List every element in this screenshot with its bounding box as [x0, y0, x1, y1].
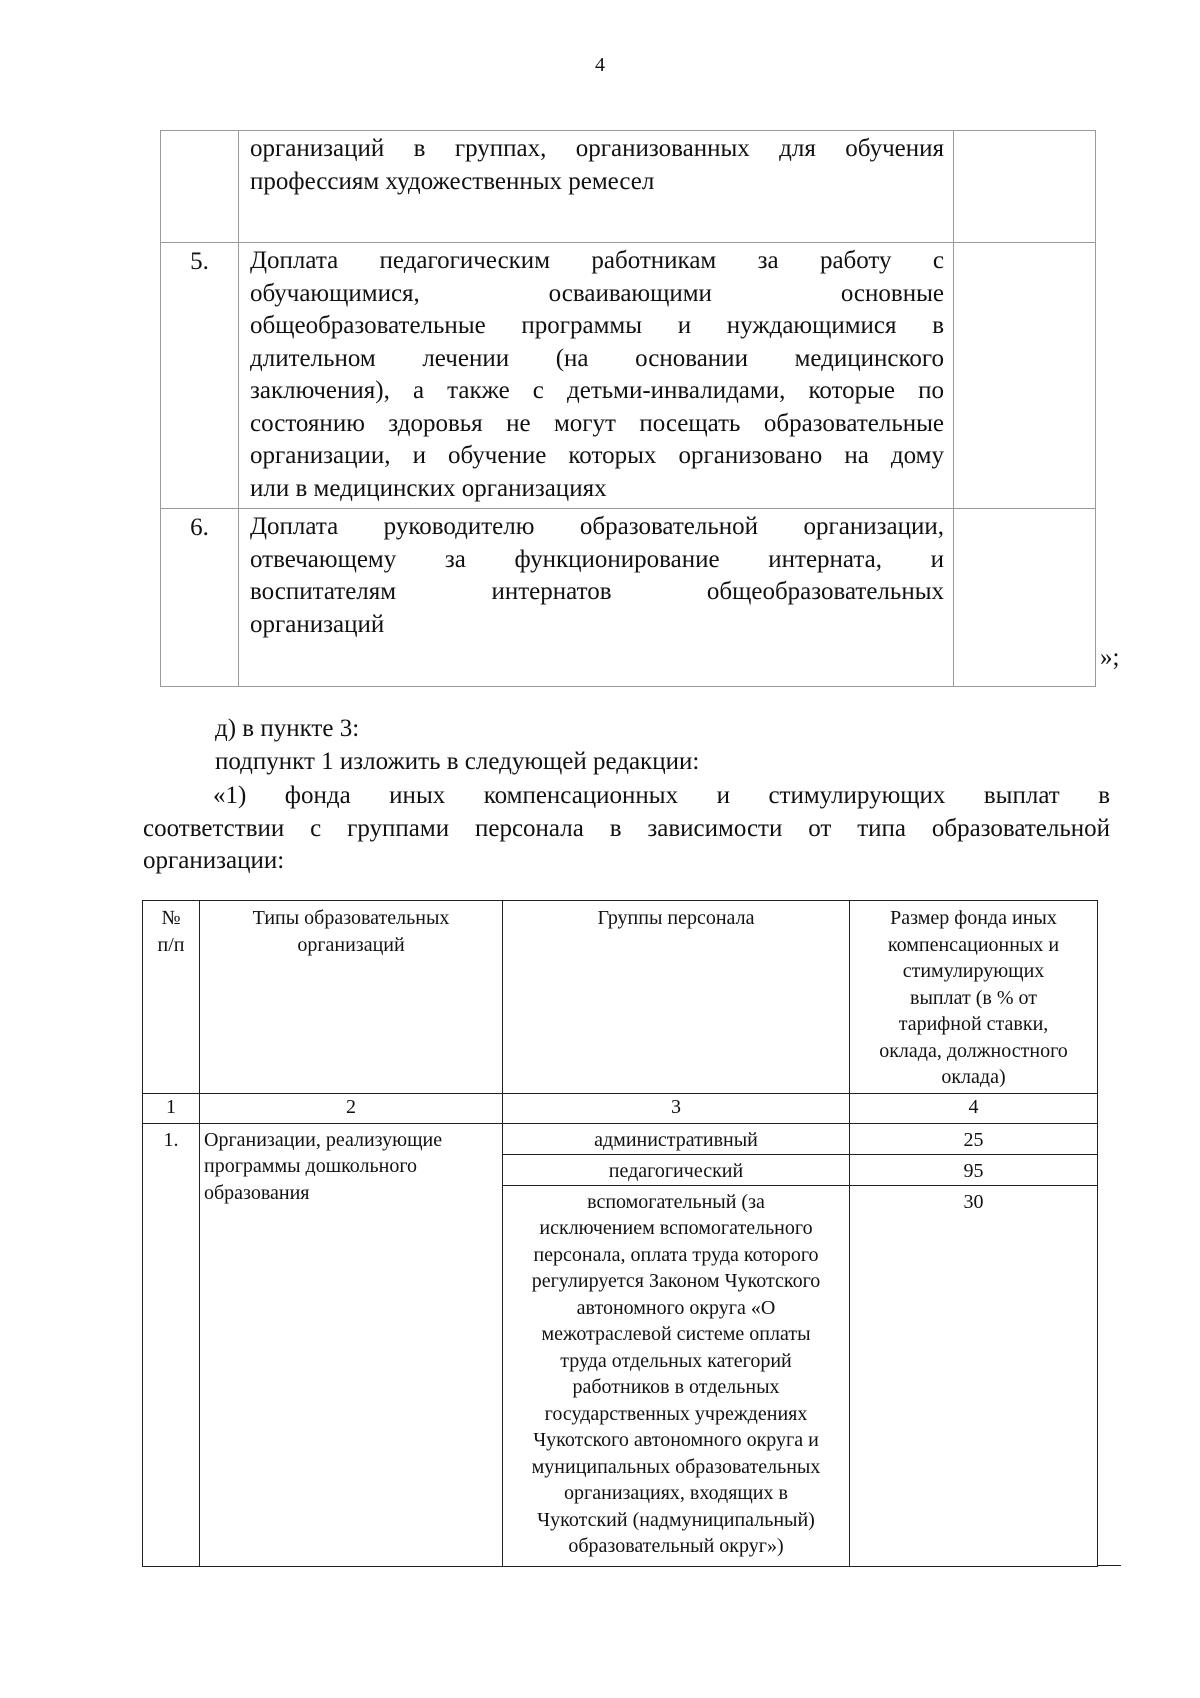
header-line: выплат (в % от	[910, 986, 1037, 1009]
staff-group	[503, 1185, 850, 1566]
header-line: №	[161, 907, 181, 929]
row-value	[954, 509, 1096, 687]
header-line: Группы персонала	[597, 907, 755, 929]
text-line: программы дошкольного	[204, 1155, 418, 1177]
text-line: отвечающему за функционирование интерната, и	[250, 545, 944, 573]
text-line: общеобразовательные программы и нуждающимися в	[250, 312, 944, 339]
header-line: тарифной ставки,	[898, 1013, 1049, 1035]
text-line: муниципальных образовательных	[531, 1455, 821, 1478]
allowances-table-continuation	[160, 130, 1096, 687]
column-index-row	[143, 1093, 1098, 1123]
text-line: педагогический	[608, 1159, 744, 1182]
table-row	[143, 1123, 1098, 1154]
text-line: работников в отдельных	[572, 1376, 780, 1398]
header-line: Типы образовательных	[252, 907, 450, 929]
table-row	[161, 509, 1096, 687]
header-line: оклада, должностного	[879, 1039, 1068, 1062]
text-line: соответствии с группами персонала в зависимости от типа образовательной	[143, 814, 1110, 842]
text-line: воспитателям интернатов общеобразовательных	[250, 578, 944, 605]
header-line: компенсационных и	[887, 933, 1060, 956]
text-line: Доплата педагогическим работникам за работу с	[250, 247, 944, 274]
text-line: заключения), а также с детьми-инвалидами, которые по	[250, 377, 944, 404]
text-line: государственных учреждениях	[544, 1402, 808, 1425]
column-index: 1	[143, 1093, 200, 1123]
org-type	[200, 1123, 503, 1566]
column-index: 4	[850, 1093, 1098, 1123]
row-number: 6.	[161, 509, 239, 687]
text-line: состоянию здоровья не могут посещать образовательные	[250, 409, 944, 437]
text-line: Организации, реализующие	[204, 1128, 443, 1151]
row-number	[161, 131, 239, 243]
text-line: регулируется Законом Чукотского	[531, 1270, 821, 1292]
table-row	[161, 243, 1096, 509]
column-index: 2	[200, 1093, 503, 1123]
closing-quote: »;	[1100, 644, 1120, 671]
header-number	[143, 901, 200, 1094]
fund-value: 25	[850, 1123, 1098, 1154]
text-line: Чукотский (надмуниципальный)	[537, 1508, 815, 1531]
staff-group	[503, 1123, 850, 1154]
text-line: организаций	[250, 610, 385, 638]
column-index: 3	[503, 1093, 850, 1123]
header-row	[143, 901, 1098, 1094]
header-line: Размер фонда иных	[890, 907, 1057, 929]
header-org-types	[200, 901, 503, 1094]
paragraph-instruction: подпункт 1 изложить в следующей редакции:	[215, 748, 700, 775]
fund-value: 95	[850, 1154, 1098, 1185]
text-line: организации, и обучение которых организовано на дому	[250, 442, 944, 469]
row-value	[954, 131, 1096, 243]
row-value	[954, 243, 1096, 509]
text-line: вспомогательный (за	[587, 1190, 765, 1213]
text-line: образования	[204, 1181, 310, 1204]
header-fund-size	[850, 901, 1098, 1094]
text-line: межотраслевой системе оплаты	[541, 1323, 811, 1345]
header-line: организаций	[297, 933, 405, 956]
page-number: 4	[595, 54, 605, 76]
table-continuation-rule	[1097, 1565, 1121, 1566]
paragraph-new-wording	[143, 780, 1110, 878]
text-line: образовательный округ»)	[568, 1535, 784, 1557]
text-line: обучающимися, осваивающими основные	[250, 279, 944, 307]
text-line: профессиям художественных ремесел	[250, 167, 655, 195]
header-line: п/п	[157, 933, 185, 956]
row-description	[239, 243, 954, 509]
text-line: длительном лечении (на основании медицинского	[250, 344, 944, 372]
text-line: «1) фонда иных компенсационных и стимулирующих выплат в	[213, 782, 1110, 809]
row-description	[239, 131, 954, 243]
text-line: или в медицинских организациях	[250, 474, 607, 502]
header-line: стимулирующих	[902, 960, 1045, 982]
table-row	[161, 131, 1096, 243]
text-line: труда отдельных категорий	[560, 1349, 792, 1372]
header-line: оклада)	[941, 1066, 1006, 1088]
row-number: 5.	[161, 243, 239, 509]
text-line: организаций в группах, организованных для обучения	[250, 135, 944, 162]
text-line: автономного округа «О	[576, 1296, 776, 1319]
paragraph-subpoint-d: д) в пункте 3:	[215, 715, 360, 742]
text-line: исключением вспомогательного	[539, 1217, 813, 1239]
staff-group	[503, 1154, 850, 1185]
fund-value: 30	[850, 1185, 1098, 1566]
row-number: 1.	[143, 1123, 200, 1566]
text-line: организации:	[143, 847, 285, 874]
text-line: Чукотского автономного округа и	[533, 1429, 819, 1451]
text-line: административный	[594, 1128, 758, 1151]
text-line: персонала, оплата труда которого	[533, 1243, 819, 1266]
row-description	[239, 509, 954, 687]
header-staff-groups	[503, 901, 850, 1094]
text-line: организациях, входящих в	[564, 1482, 788, 1504]
text-line: Доплата руководителю образовательной организации,	[250, 513, 944, 540]
fund-size-table	[142, 900, 1098, 1567]
